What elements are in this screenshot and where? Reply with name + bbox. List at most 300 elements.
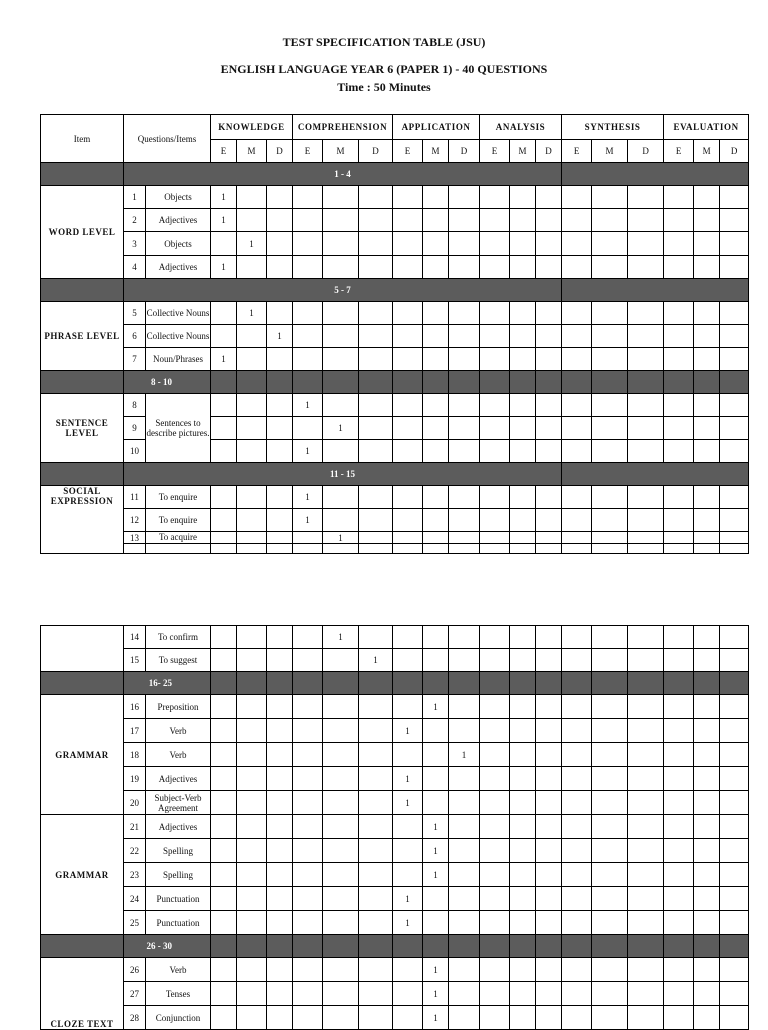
mark-cell xyxy=(267,911,293,935)
section-spacer xyxy=(41,463,124,486)
blank-cell xyxy=(124,544,146,554)
mark-cell xyxy=(449,417,480,440)
mark-cell xyxy=(211,958,237,982)
mark-cell xyxy=(423,394,449,417)
section-cell xyxy=(694,672,720,695)
mark-cell xyxy=(694,256,720,279)
mark-cell xyxy=(592,325,628,348)
mark-cell xyxy=(510,911,536,935)
table-row xyxy=(41,958,749,982)
mark-cell xyxy=(211,532,237,544)
mark-cell xyxy=(359,486,393,509)
mark-cell xyxy=(423,209,449,232)
blank-cell xyxy=(423,544,449,554)
mark-cell xyxy=(323,911,359,935)
table-row xyxy=(41,1006,749,1030)
mark-cell xyxy=(237,791,267,815)
mark-cell xyxy=(323,982,359,1006)
mark-cell xyxy=(237,839,267,863)
mark-cell xyxy=(293,256,323,279)
mark-cell xyxy=(664,815,694,839)
mark-cell xyxy=(423,719,449,743)
section-cell xyxy=(480,672,510,695)
mark-cell xyxy=(393,695,423,719)
mark-cell xyxy=(393,394,423,417)
mark-cell xyxy=(393,743,423,767)
mark-cell xyxy=(480,232,510,256)
mark-cell xyxy=(562,695,592,719)
table-row xyxy=(41,509,749,532)
mark-cell xyxy=(211,767,237,791)
section-cell xyxy=(267,935,293,958)
section-cell xyxy=(449,371,480,394)
mark-cell xyxy=(211,743,237,767)
mark-cell xyxy=(237,417,267,440)
mark-cell xyxy=(211,815,237,839)
mark-cell xyxy=(267,532,293,544)
question-number: 18 xyxy=(124,743,146,767)
mark-cell xyxy=(536,695,562,719)
question-topic: Verb xyxy=(146,719,211,743)
section-label: 5 - 7 xyxy=(124,279,562,302)
mark-cell xyxy=(293,232,323,256)
mark-cell xyxy=(423,417,449,440)
mark-cell xyxy=(359,1006,393,1030)
mark-cell xyxy=(449,186,480,209)
table-row xyxy=(41,743,749,767)
mark-cell xyxy=(664,394,694,417)
mark-cell xyxy=(628,509,664,532)
table-row xyxy=(41,791,749,815)
mark-cell xyxy=(664,486,694,509)
mark-count: 1 xyxy=(359,649,393,672)
mark-cell xyxy=(664,649,694,672)
mark-cell xyxy=(393,486,423,509)
mark-cell xyxy=(562,649,592,672)
table-row xyxy=(41,325,749,348)
blank-row xyxy=(41,544,749,554)
mark-cell xyxy=(323,958,359,982)
mark-cell xyxy=(359,417,393,440)
mark-cell xyxy=(562,440,592,463)
comprehension-header: COMPREHENSION xyxy=(293,115,393,140)
question-topic: Adjectives xyxy=(146,815,211,839)
mark-cell xyxy=(449,815,480,839)
mark-cell xyxy=(323,695,359,719)
mark-cell xyxy=(293,649,323,672)
mark-cell xyxy=(664,302,694,325)
mark-cell xyxy=(628,958,664,982)
mark-cell xyxy=(592,911,628,935)
question-number: 10 xyxy=(124,440,146,463)
mark-cell xyxy=(393,302,423,325)
section-cell xyxy=(720,935,749,958)
mark-cell xyxy=(423,626,449,649)
mark-cell xyxy=(293,532,323,544)
mark-cell xyxy=(211,719,237,743)
mark-cell xyxy=(562,302,592,325)
mark-cell xyxy=(536,743,562,767)
mark-count: 1 xyxy=(423,815,449,839)
blank-cell xyxy=(628,544,664,554)
mark-cell xyxy=(628,815,664,839)
mark-cell xyxy=(359,626,393,649)
mark-cell xyxy=(720,186,749,209)
group-label: SOCIAL EXPRESSION xyxy=(41,486,124,554)
mark-cell xyxy=(323,839,359,863)
mark-cell xyxy=(664,417,694,440)
mark-cell xyxy=(480,209,510,232)
mark-cell xyxy=(393,815,423,839)
mark-cell xyxy=(211,863,237,887)
mark-cell xyxy=(267,791,293,815)
mark-count: 1 xyxy=(423,839,449,863)
mark-cell xyxy=(293,815,323,839)
question-number: 26 xyxy=(124,958,146,982)
mark-cell xyxy=(293,325,323,348)
mark-cell xyxy=(393,417,423,440)
mark-cell xyxy=(323,743,359,767)
question-number: 1 xyxy=(124,186,146,209)
mark-cell xyxy=(449,325,480,348)
mark-cell xyxy=(664,863,694,887)
mark-cell xyxy=(449,719,480,743)
section-cell xyxy=(423,935,449,958)
mark-cell xyxy=(393,232,423,256)
mark-cell xyxy=(562,982,592,1006)
mark-cell xyxy=(628,887,664,911)
group-label: PHRASE LEVEL xyxy=(41,302,124,371)
section-cell xyxy=(211,935,237,958)
mark-cell xyxy=(323,767,359,791)
mark-cell xyxy=(237,626,267,649)
section-cell xyxy=(536,672,562,695)
table-row xyxy=(41,982,749,1006)
table-row xyxy=(41,532,749,544)
mark-cell xyxy=(510,626,536,649)
question-topic: Subject-Verb Agreement xyxy=(146,791,211,815)
mark-cell xyxy=(664,532,694,544)
section-spacer xyxy=(41,935,124,958)
mark-cell xyxy=(449,394,480,417)
mark-cell xyxy=(423,649,449,672)
mark-cell xyxy=(323,394,359,417)
table-row xyxy=(41,815,749,839)
mark-cell xyxy=(211,325,237,348)
section-cell xyxy=(480,371,510,394)
table-row xyxy=(41,486,749,509)
section-cell xyxy=(359,672,393,695)
table-row xyxy=(41,186,749,209)
mark-cell xyxy=(562,743,592,767)
mark-cell xyxy=(562,209,592,232)
group-label xyxy=(41,626,124,672)
mark-cell xyxy=(480,532,510,544)
mark-cell xyxy=(628,325,664,348)
mark-cell xyxy=(720,256,749,279)
blank-cell xyxy=(293,544,323,554)
mark-cell xyxy=(359,348,393,371)
mark-cell xyxy=(720,743,749,767)
mark-cell xyxy=(694,232,720,256)
mark-cell xyxy=(423,509,449,532)
mark-cell xyxy=(720,1006,749,1030)
mark-cell xyxy=(480,626,510,649)
mark-cell xyxy=(267,695,293,719)
mark-cell xyxy=(628,302,664,325)
mark-count: 1 xyxy=(237,302,267,325)
section-cell xyxy=(237,672,267,695)
section-cell xyxy=(510,672,536,695)
mark-cell xyxy=(536,958,562,982)
mark-cell xyxy=(237,958,267,982)
mark-cell xyxy=(323,232,359,256)
mark-cell xyxy=(536,887,562,911)
mark-count: 1 xyxy=(393,911,423,935)
question-number: 15 xyxy=(124,649,146,672)
mark-cell xyxy=(237,532,267,544)
mark-cell xyxy=(480,302,510,325)
mark-cell xyxy=(720,440,749,463)
mark-cell xyxy=(628,863,664,887)
mark-cell xyxy=(510,256,536,279)
mark-cell xyxy=(267,1006,293,1030)
mark-cell xyxy=(592,302,628,325)
question-number: 6 xyxy=(124,325,146,348)
mark-cell xyxy=(694,863,720,887)
section-label xyxy=(124,672,211,695)
mark-cell xyxy=(359,743,393,767)
section-spacer xyxy=(41,163,124,186)
mark-cell xyxy=(449,532,480,544)
mark-cell xyxy=(293,887,323,911)
mark-cell xyxy=(536,719,562,743)
mark-cell xyxy=(694,719,720,743)
mark-cell xyxy=(536,791,562,815)
mark-cell xyxy=(694,186,720,209)
mark-cell xyxy=(664,743,694,767)
section-cell xyxy=(323,935,359,958)
blank-cell xyxy=(536,544,562,554)
mark-cell xyxy=(237,256,267,279)
mark-cell xyxy=(664,791,694,815)
mark-cell xyxy=(510,532,536,544)
section-row xyxy=(41,463,749,486)
mark-cell xyxy=(592,815,628,839)
mark-cell xyxy=(323,486,359,509)
mark-cell xyxy=(536,394,562,417)
mark-cell xyxy=(562,348,592,371)
mark-cell xyxy=(211,791,237,815)
mark-cell xyxy=(628,911,664,935)
mark-count: 1 xyxy=(211,209,237,232)
mark-cell xyxy=(694,767,720,791)
mark-cell xyxy=(211,626,237,649)
mark-cell xyxy=(592,394,628,417)
mark-cell xyxy=(237,1006,267,1030)
mark-cell xyxy=(628,209,664,232)
mark-cell xyxy=(480,767,510,791)
level-header-e: E xyxy=(211,140,237,163)
mark-cell xyxy=(694,302,720,325)
question-topic: To confirm xyxy=(146,626,211,649)
mark-cell xyxy=(536,440,562,463)
mark-cell xyxy=(323,209,359,232)
mark-cell xyxy=(664,626,694,649)
question-topic: Adjectives xyxy=(146,209,211,232)
mark-count: 1 xyxy=(423,982,449,1006)
mark-cell xyxy=(211,1006,237,1030)
mark-cell xyxy=(449,649,480,672)
mark-cell xyxy=(267,839,293,863)
document-title: TEST SPECIFICATION TABLE (JSU) xyxy=(282,35,486,49)
mark-cell xyxy=(510,302,536,325)
question-topic: Punctuation xyxy=(146,911,211,935)
mark-cell xyxy=(720,839,749,863)
mark-cell xyxy=(211,911,237,935)
mark-cell xyxy=(562,719,592,743)
mark-cell xyxy=(359,958,393,982)
question-number: 13 xyxy=(124,532,146,544)
mark-cell xyxy=(694,417,720,440)
document-subtitle: ENGLISH LANGUAGE YEAR 6 (PAPER 1) - 40 QUESTIONS xyxy=(220,62,548,76)
mark-count: 1 xyxy=(323,417,359,440)
mark-cell xyxy=(359,719,393,743)
blank-cell xyxy=(211,544,237,554)
mark-cell xyxy=(480,509,510,532)
mark-cell xyxy=(720,486,749,509)
section-label: 1 - 4 xyxy=(124,163,562,186)
mark-cell xyxy=(562,958,592,982)
mark-cell xyxy=(293,767,323,791)
mark-cell xyxy=(293,348,323,371)
mark-cell xyxy=(592,209,628,232)
mark-cell xyxy=(694,394,720,417)
mark-cell xyxy=(628,486,664,509)
mark-cell xyxy=(536,532,562,544)
mark-cell xyxy=(267,302,293,325)
mark-cell xyxy=(694,1006,720,1030)
mark-cell xyxy=(628,232,664,256)
section-label: 11 - 15 xyxy=(124,463,562,486)
level-header-e: E xyxy=(664,140,694,163)
section-cell xyxy=(393,935,423,958)
mark-cell xyxy=(628,791,664,815)
mark-cell xyxy=(480,1006,510,1030)
mark-cell xyxy=(211,649,237,672)
mark-cell xyxy=(628,186,664,209)
mark-cell xyxy=(720,348,749,371)
mark-cell xyxy=(449,887,480,911)
section-cell xyxy=(694,371,720,394)
mark-cell xyxy=(423,486,449,509)
table-row xyxy=(41,232,749,256)
mark-cell xyxy=(694,695,720,719)
mark-cell xyxy=(237,440,267,463)
mark-cell xyxy=(562,911,592,935)
mark-count: 1 xyxy=(423,863,449,887)
mark-cell xyxy=(664,887,694,911)
mark-cell xyxy=(510,1006,536,1030)
mark-cell xyxy=(628,982,664,1006)
section-spacer xyxy=(41,672,124,695)
mark-cell xyxy=(237,509,267,532)
mark-cell xyxy=(359,302,393,325)
section-row xyxy=(41,935,749,958)
mark-cell xyxy=(323,256,359,279)
level-header-m: M xyxy=(694,140,720,163)
mark-count: 1 xyxy=(211,348,237,371)
mark-cell xyxy=(628,532,664,544)
mark-cell xyxy=(393,863,423,887)
mark-cell xyxy=(267,440,293,463)
section-row xyxy=(41,279,749,302)
section-row xyxy=(41,163,749,186)
mark-cell xyxy=(510,486,536,509)
mark-cell xyxy=(323,887,359,911)
mark-cell xyxy=(423,791,449,815)
mark-cell xyxy=(628,743,664,767)
section-cell xyxy=(393,672,423,695)
mark-cell xyxy=(694,209,720,232)
section-cell xyxy=(628,672,664,695)
mark-cell xyxy=(323,649,359,672)
mark-cell xyxy=(694,440,720,463)
level-header-e: E xyxy=(393,140,423,163)
blank-cell xyxy=(323,544,359,554)
mark-cell xyxy=(449,348,480,371)
mark-cell xyxy=(510,394,536,417)
mark-cell xyxy=(480,863,510,887)
mark-count: 1 xyxy=(323,532,359,544)
mark-cell xyxy=(592,791,628,815)
mark-cell xyxy=(510,209,536,232)
blank-cell xyxy=(146,544,211,554)
mark-cell xyxy=(592,626,628,649)
mark-cell xyxy=(449,839,480,863)
section-cell xyxy=(664,371,694,394)
mark-cell xyxy=(628,256,664,279)
blank-cell xyxy=(393,544,423,554)
mark-cell xyxy=(562,232,592,256)
mark-cell xyxy=(536,649,562,672)
mark-cell xyxy=(480,325,510,348)
mark-cell xyxy=(393,626,423,649)
section-cell xyxy=(592,672,628,695)
mark-cell xyxy=(720,887,749,911)
question-topic: To enquire xyxy=(146,509,211,532)
mark-cell xyxy=(510,509,536,532)
mark-cell xyxy=(449,863,480,887)
section-cell xyxy=(211,371,237,394)
mark-cell xyxy=(359,791,393,815)
mark-cell xyxy=(480,791,510,815)
mark-cell xyxy=(393,186,423,209)
section-row xyxy=(41,371,749,394)
section-cell xyxy=(628,371,664,394)
question-number: 22 xyxy=(124,839,146,863)
section-cell xyxy=(592,371,628,394)
mark-cell xyxy=(323,509,359,532)
mark-cell xyxy=(480,348,510,371)
mark-cell xyxy=(237,394,267,417)
mark-cell xyxy=(480,958,510,982)
mark-cell xyxy=(664,509,694,532)
section-cell xyxy=(267,672,293,695)
question-topic: Spelling xyxy=(146,839,211,863)
mark-cell xyxy=(664,348,694,371)
mark-cell xyxy=(293,982,323,1006)
